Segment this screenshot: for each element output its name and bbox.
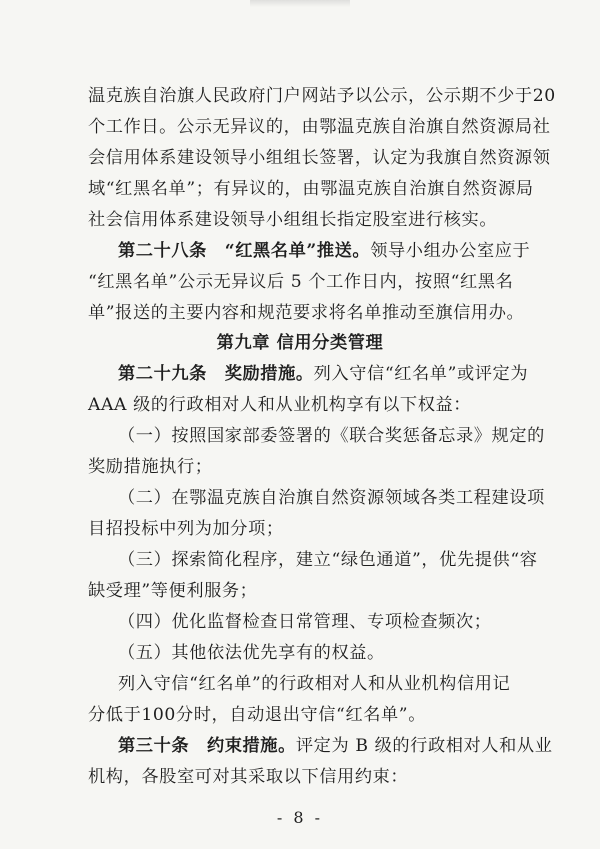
article-28-title: 第二十八条 “红黑名单”推送。 xyxy=(118,241,371,261)
article-29-title: 第二十九条 奖励措施。 xyxy=(118,364,314,384)
text-line: 域“红黑名单”；有异议的，由鄂温克族自治旗自然资源局 xyxy=(88,179,534,199)
text-line: （三）探索简化程序，建立“绿色通道”，优先提供“容 xyxy=(118,550,538,570)
text-line: （二）在鄂温克族自治旗自然资源领域各类工程建设项 xyxy=(118,488,545,508)
text-line: 单”报送的主要内容和规范要求将名单推动至旗信用办。 xyxy=(88,303,525,323)
text-line: 分低于100分时，自动退出守信“红名单”。 xyxy=(88,705,426,725)
text-line: “红黑名单”公示无异议后 5 个工作日内，按照“红黑名 xyxy=(88,272,514,292)
article-28-line xyxy=(118,239,548,263)
text-line: 目招投标中列为加分项； xyxy=(88,519,284,539)
text-line: （四）优化监督检查日常管理、专项检查频次； xyxy=(118,612,492,632)
text-line: （一）按照国家部委签署的《联合奖惩备忘录》规定的 xyxy=(118,426,545,446)
text-line: 社会信用体系建设领导小组组长指定股室进行核实。 xyxy=(88,210,498,230)
text-line: 机构，各股室可对其采取以下信用约束： xyxy=(88,767,409,787)
article-30-title: 第三十条 约束措施。 xyxy=(118,736,296,756)
article-30-text: 评定为 B 级的行政相对人和从业 xyxy=(295,736,553,756)
text-line: 温克族自治旗人民政府门户网站予以公示，公示期不少于20 xyxy=(88,86,556,106)
text-line: （五）其他依法优先享有的权益。 xyxy=(118,643,385,663)
text-line: 列入守信“红名单”的行政相对人和从业机构信用记 xyxy=(118,674,511,694)
top-bleed-mark xyxy=(250,0,350,7)
text-line: 奖励措施执行； xyxy=(88,457,213,477)
text-line: AAA 级的行政相对人和从业机构享有以下权益： xyxy=(88,395,472,415)
text-line: 缺受理”等便利服务； xyxy=(88,581,258,601)
page-number: - 8 - xyxy=(276,808,324,827)
text-line: 个工作日。公示无异议的，由鄂温克族自治旗自然资源局社 xyxy=(88,117,551,137)
text-line: 会信用体系建设领导小组组长签署，认定为我旗自然资源领 xyxy=(88,148,551,168)
article-28-text: 领导小组办公室应于 xyxy=(370,241,531,261)
article-29-text: 列入守信“红名单”或评定为 xyxy=(313,364,529,384)
article-29-line xyxy=(118,362,548,386)
chapter-heading: 第九章 信用分类管理 xyxy=(216,333,384,353)
article-30-line xyxy=(118,734,553,758)
